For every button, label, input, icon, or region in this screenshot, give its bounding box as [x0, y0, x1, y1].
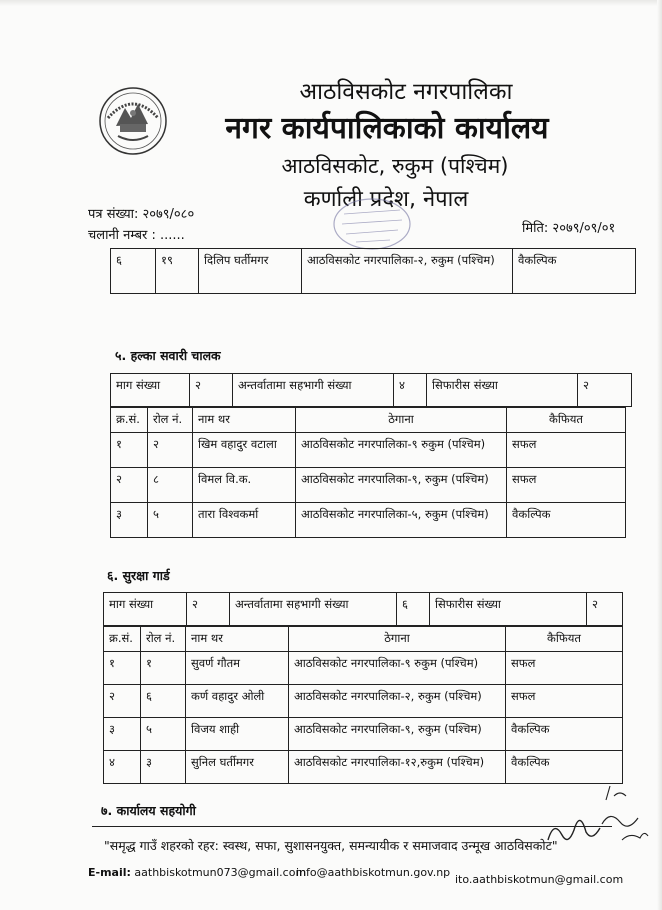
letter-reference-number: पत्र संख्या: २०७९/०८०: [88, 207, 195, 222]
table-row: २ ८ विमल वि.क. आठविसकोट नगरपालिका-९, रुकुम (पश्चिम) सफल: [111, 468, 626, 503]
email-address-2: info@aathbiskotmun.gov.np: [296, 866, 451, 879]
section-heading-security-guard: ६. सुरक्षा गार्ड: [107, 568, 170, 583]
table-row: माग संख्या २ अन्तर्वातामा सहभागी संख्या ४ सिफारीस संख्या २: [111, 374, 632, 407]
table-row: ४ ३ सुनिल घर्तीमगर आठविसकोट नगरपालिका-१२,रुकुम (पश्चिम) वैकल्पिक: [104, 751, 623, 784]
table-header-row: क्र.सं. रोल नं. नाम थर ठेगाना कैफियत: [111, 408, 626, 433]
section-heading-office-assistant: ७. कार्यालय सहयोगी: [101, 803, 196, 818]
security-guard-candidates-table: [103, 626, 623, 784]
section-heading-light-vehicle-driver: ५. हल्का सवारी चालक: [115, 348, 221, 363]
office-stamp: [330, 196, 414, 252]
email-address-1: aathbiskotmun073@gmail.com: [134, 866, 307, 879]
municipality-name: आठविसकोट नगरपालिका: [299, 79, 513, 105]
table-row: २ ६ कर्ण वहादुर ओली आठविसकोट नगरपालिका-२, रुकुम (पश्चिम) सफल: [104, 685, 623, 718]
light-vehicle-candidates-table: [110, 407, 626, 538]
footer-email-primary: [88, 866, 306, 879]
table-row: १ १ सुवर्ण गौतम आठविसकोट नगरपालिका-९ रुकुम (पश्चिम) सफल: [104, 652, 623, 685]
office-title: नगर कार्यपालिकाको कार्यालय: [225, 111, 549, 146]
province-name: कर्णाली प्रदेश, नेपाल: [303, 187, 469, 212]
table-row: ३ ५ तारा विश्वकर्मा आठविसकोट नगरपालिका-५, रुकुम (पश्चिम) वैकल्पिक: [111, 503, 626, 538]
office-address: आठविसकोट, रुकुम (पश्चिम): [281, 154, 509, 178]
table-header-row: क्र.सं. रोल नं. नाम थर ठेगाना कैफियत: [104, 627, 623, 652]
table-row: माग संख्या २ अन्तर्वातामा सहभागी संख्या ६ सिफारीस संख्या २: [104, 593, 623, 626]
email-label: E-mail:: [88, 866, 131, 879]
footer-divider: [92, 826, 612, 827]
table-row: १ २ खिम वहादुर वटाला आठविसकोट नगरपालिका-९ रुकुम (पश्चिम) सफल: [111, 433, 626, 468]
table-row: ३ ५ विजय शाही आठविसकोट नगरपालिका-९, रुकुम (पश्चिम) वैकल्पिक: [104, 718, 623, 751]
footer-motto: "समृद्ध गाउँ शहरको रहर: स्वस्थ, सफा, सुशासनयुक्त, समन्यायीक र समाजवाद उन्मूख आठविसकोट": [104, 838, 558, 853]
letter-date: मिति: २०७९/०९/०१: [522, 221, 616, 236]
dispatch-number: चलानी नम्बर : ......: [88, 228, 185, 243]
security-guard-summary-table: [103, 592, 623, 626]
previous-section-continued-table: [110, 248, 636, 294]
light-vehicle-summary-table: [110, 373, 632, 407]
table-row: ६ १९ दिलिप घर्तीमगर आठविसकोट नगरपालिका-२, रुकुम (पश्चिम) वैकल्पिक: [111, 249, 636, 294]
email-address-3: ito.aathbiskotmun@gmail.com: [455, 873, 624, 886]
